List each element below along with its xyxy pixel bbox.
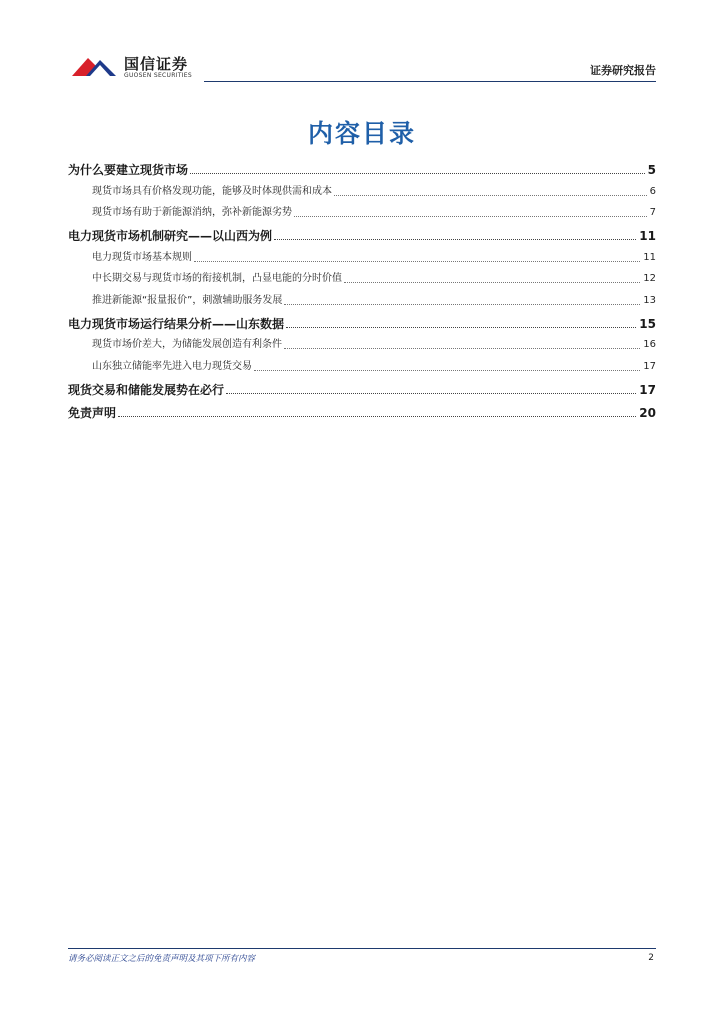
page-number: 2 (648, 953, 654, 963)
header-divider (204, 81, 656, 82)
toc-section-entry[interactable] (68, 220, 656, 243)
toc-entry-page: 12 (643, 273, 656, 284)
toc-entry-title: 电力现货市场运行结果分析——山东数据 (68, 316, 285, 331)
company-logo (68, 50, 208, 84)
toc-entry-page: 15 (639, 316, 656, 331)
toc-entry-page: 11 (639, 229, 656, 243)
toc-dot-leader (294, 216, 647, 217)
toc-subsection-entry[interactable] (68, 265, 656, 287)
guosen-logo-icon (68, 52, 120, 82)
toc-dot-leader (334, 195, 647, 196)
toc-subsection-entry[interactable] (68, 243, 656, 265)
toc-section-entry[interactable] (68, 308, 656, 331)
toc-title: 内容目录 (307, 119, 416, 148)
toc-entry-title: 现货交易和储能发展势在必行 (68, 382, 225, 397)
toc-dot-leader (190, 173, 645, 174)
table-of-contents (68, 154, 656, 420)
toc-section-entry[interactable] (68, 374, 656, 397)
toc-entry-page: 6 (649, 185, 656, 197)
toc-entry-title: 免责声明 (68, 405, 117, 420)
logo-english-name: GUOSEN SECURITIES (124, 72, 193, 79)
toc-subsection-entry[interactable] (68, 199, 656, 221)
toc-dot-leader (274, 239, 636, 240)
toc-entry-title: 电力现货市场基本规则 (92, 251, 192, 263)
toc-entry-page: 13 (643, 294, 656, 306)
footer-divider (68, 948, 656, 949)
toc-entry-page: 7 (649, 207, 656, 218)
toc-subsection-entry[interactable] (68, 331, 656, 353)
toc-entry-title: 推进新能源“报量报价”，刺激辅助服务发展 (92, 294, 283, 306)
toc-entry-page: 20 (639, 405, 656, 420)
toc-entry-page: 16 (643, 339, 656, 350)
toc-dot-leader (284, 304, 640, 305)
toc-entry-title: 现货市场具有价格发现功能，能够及时体现供需和成本 (92, 185, 332, 197)
report-type-label: 证券研究报告 (590, 64, 656, 77)
toc-dot-leader (254, 370, 640, 371)
toc-entry-page: 5 (647, 163, 656, 177)
toc-entry-title: 现货市场有助于新能源消纳，弥补新能源劣势 (92, 207, 292, 218)
toc-dot-leader (286, 327, 636, 328)
toc-subsection-entry[interactable] (68, 177, 656, 199)
toc-dot-leader (118, 416, 636, 417)
toc-entry-page: 17 (639, 382, 656, 397)
toc-entry-title: 山东独立储能率先进入电力现货交易 (92, 360, 252, 372)
toc-section-entry[interactable] (68, 397, 656, 420)
toc-dot-leader (226, 393, 636, 394)
toc-dot-leader (344, 282, 640, 283)
toc-subsection-entry[interactable] (68, 352, 656, 374)
toc-section-entry[interactable] (68, 154, 656, 177)
page-header (68, 50, 656, 86)
toc-entry-title: 为什么要建立现货市场 (68, 163, 189, 177)
toc-entry-title: 中长期交易与现货市场的衔接机制，凸显电能的分时价值 (92, 273, 342, 284)
toc-entry-page: 11 (643, 251, 656, 263)
logo-chinese-name: 国信证券 (124, 55, 189, 73)
disclaimer-note: 请务必阅读正文之后的免责声明及其项下所有内容 (68, 954, 256, 964)
toc-dot-leader (284, 348, 640, 349)
toc-subsection-entry[interactable] (68, 286, 656, 308)
toc-dot-leader (194, 261, 640, 262)
toc-entry-title: 电力现货市场机制研究——以山西为例 (68, 229, 273, 243)
toc-entry-title: 现货市场价差大，为储能发展创造有利条件 (92, 339, 282, 350)
toc-entry-page: 17 (643, 360, 656, 372)
